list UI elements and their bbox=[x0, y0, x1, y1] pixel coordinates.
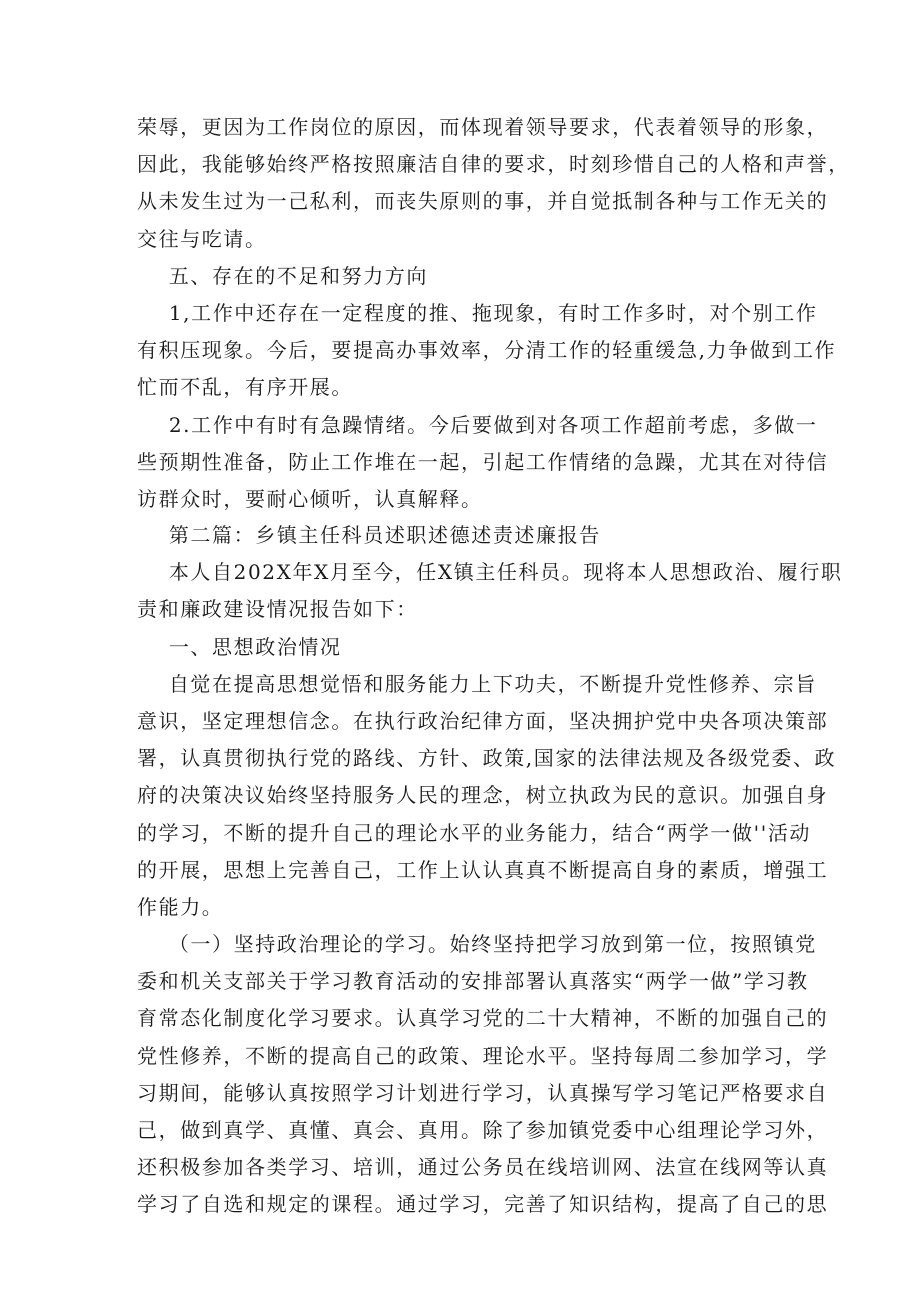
text-line: 习期间，能够认真按照学习计划进行学习，认真操写学习笔记严格要求自 bbox=[137, 1080, 829, 1105]
text-line: 本人自202X年X月至今，任X镇主任科员。现将本人思想政治、履行职 bbox=[137, 560, 843, 585]
text-line: 的开展，思想上完善自己，工作上认认真真不断提高自身的素质，增强工 bbox=[137, 857, 829, 882]
text-line: 学习了自选和规定的课程。通过学习，完善了知识结构，提高了自己的思 bbox=[137, 1192, 829, 1217]
text-line: 委和机关支部关于学习教育活动的安排部署认真落实“两学一做”学习教 bbox=[137, 969, 809, 994]
text-line: 因此，我能够始终严格按照廉洁自律的要求，时刻珍惜自己的人格和声誉， bbox=[137, 152, 850, 177]
text-line: 自觉在提高思想觉悟和服务能力上下功夫，不断提升党性修养、宗旨 bbox=[137, 671, 817, 696]
text-line: 党性修养，不断的提高自己的政策、理论水平。坚持每周二参加学习，学 bbox=[137, 1043, 829, 1068]
text-line: 些预期性准备，防止工作堆在一起，引起工作情绪的急躁，尤其在对待信 bbox=[137, 449, 829, 474]
text-line: 责和廉政建设情况报告如下： bbox=[137, 597, 418, 622]
text-line: 交往与吃请。 bbox=[137, 226, 267, 251]
text-line: 育常态化制度化学习要求。认真学习党的二十大精神，不断的加强自己的 bbox=[137, 1006, 829, 1031]
text-line: （一）坚持政治理论的学习。始终坚持把学习放到第一位，按照镇党 bbox=[137, 932, 817, 957]
document-section-1 bbox=[137, 109, 850, 518]
text-line: 还积极参加各类学习、培训，通过公务员在线培训网、法宣在线网等认真 bbox=[137, 1155, 829, 1180]
text-line: 府的决策决议始终坚持服务人民的理念，树立执政为民的意识。加强自身 bbox=[137, 783, 829, 808]
text-line: 作能力。 bbox=[137, 894, 224, 919]
text-line: 五、存在的不足和努力方向 bbox=[137, 263, 429, 288]
text-line: 的学习，不断的提升自己的理论水平的业务能力，结合“两学一做''活动 bbox=[137, 820, 812, 845]
text-line: 访群众时，要耐心倾听，认真解释。 bbox=[137, 486, 483, 511]
text-line: 忙而不乱，有序开展。 bbox=[137, 375, 353, 400]
document-section-2 bbox=[137, 517, 843, 1224]
text-line: 意识，坚定理想信念。在执行政治纪律方面，坚决拥护党中央各项决策部 bbox=[137, 708, 829, 733]
text-line: 有积压现象。今后，要提高办事效率，分清工作的轻重缓急,力争做到工作 bbox=[137, 338, 837, 363]
text-line: 1,工作中还存在一定程度的推、拖现象，有时工作多时，对个别工作 bbox=[137, 300, 818, 325]
text-line: 2.工作中有时有急躁情绪。今后要做到对各项工作超前考虑，多做一 bbox=[137, 412, 818, 437]
text-line: 署，认真贯彻执行党的路线、方针、政策,国家的法律法规及各级党委、政 bbox=[137, 746, 837, 771]
text-line: 己，做到真学、真懂、真会、真用。除了参加镇党委中心组理论学习外， bbox=[137, 1118, 829, 1142]
text-line: 一、思想政治情况 bbox=[137, 634, 342, 659]
text-line: 荣辱，更因为工作岗位的原因，而体现着领导要求，代表着领导的形象， bbox=[137, 115, 829, 139]
text-line: 第二篇：乡镇主任科员述职述德述责述廉报告 bbox=[137, 523, 601, 547]
text-line: 从未发生过为一己私利，而丧失原则的事，并自觉抵制各种与工作无关的 bbox=[137, 189, 829, 214]
